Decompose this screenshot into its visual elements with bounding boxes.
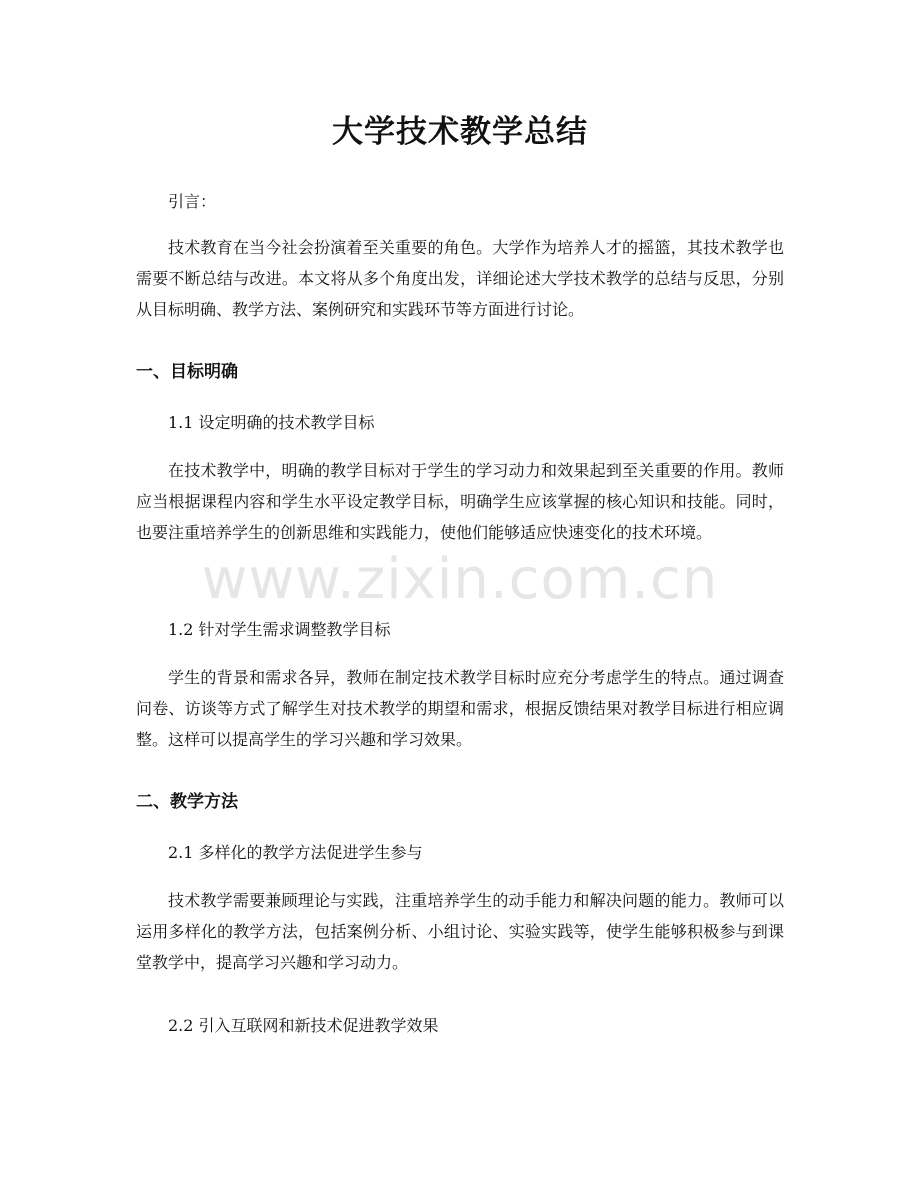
document-title: 大学技术教学总结 bbox=[332, 114, 588, 150]
subsection-paragraph-1-2: 学生的背景和需求各异，教师在制定技术教学目标时应充分考虑学生的特点。通过调查问卷、访谈等方式了解学生对技术教学的期望和需求，根据反馈结果对教学目标进行相应调整。这样可以提高学生的学习兴趣和学习效果。 bbox=[136, 668, 784, 749]
subsection-title-1-1: 1.1 设定明确的技术教学目标 bbox=[168, 413, 375, 432]
section-heading-methods: 二、教学方法 bbox=[136, 792, 238, 812]
subsection-paragraph-1-1: 在技术教学中，明确的教学目标对于学生的学习动力和效果起到至关重要的作用。教师应当根据课程内容和学生水平设定教学目标，明确学生应该掌握的核心知识和技能。同时，也要注重培养学生的创新思维和实践能力，使他们能够适应快速变化的技术环境。 bbox=[136, 461, 784, 542]
subsection-title-2-1: 2.1 多样化的教学方法促进学生参与 bbox=[168, 843, 423, 862]
intro-label: 引言： bbox=[168, 192, 217, 211]
section-heading-goals: 一、目标明确 bbox=[136, 362, 238, 382]
intro-paragraph: 技术教育在当今社会扮演着至关重要的角色。大学作为培养人才的摇篮，其技术教学也需要不断总结与改进。本文将从多个角度出发，详细论述大学技术教学的总结与反思，分别从目标明确、教学方法、案例研究和实践环节等方面进行讨论。 bbox=[136, 238, 784, 319]
subsection-title-2-2: 2.2 引入互联网和新技术促进教学效果 bbox=[168, 1016, 439, 1035]
watermark: www.zixin.com.cn bbox=[201, 547, 719, 612]
subsection-title-1-2: 1.2 针对学生需求调整教学目标 bbox=[168, 620, 391, 639]
subsection-paragraph-2-1: 技术教学需要兼顾理论与实践，注重培养学生的动手能力和解决问题的能力。教师可以运用多样化的教学方法，包括案例分析、小组讨论、实验实践等，使学生能够积极参与到课堂教学中，提高学习兴趣和学习动力。 bbox=[136, 891, 784, 972]
